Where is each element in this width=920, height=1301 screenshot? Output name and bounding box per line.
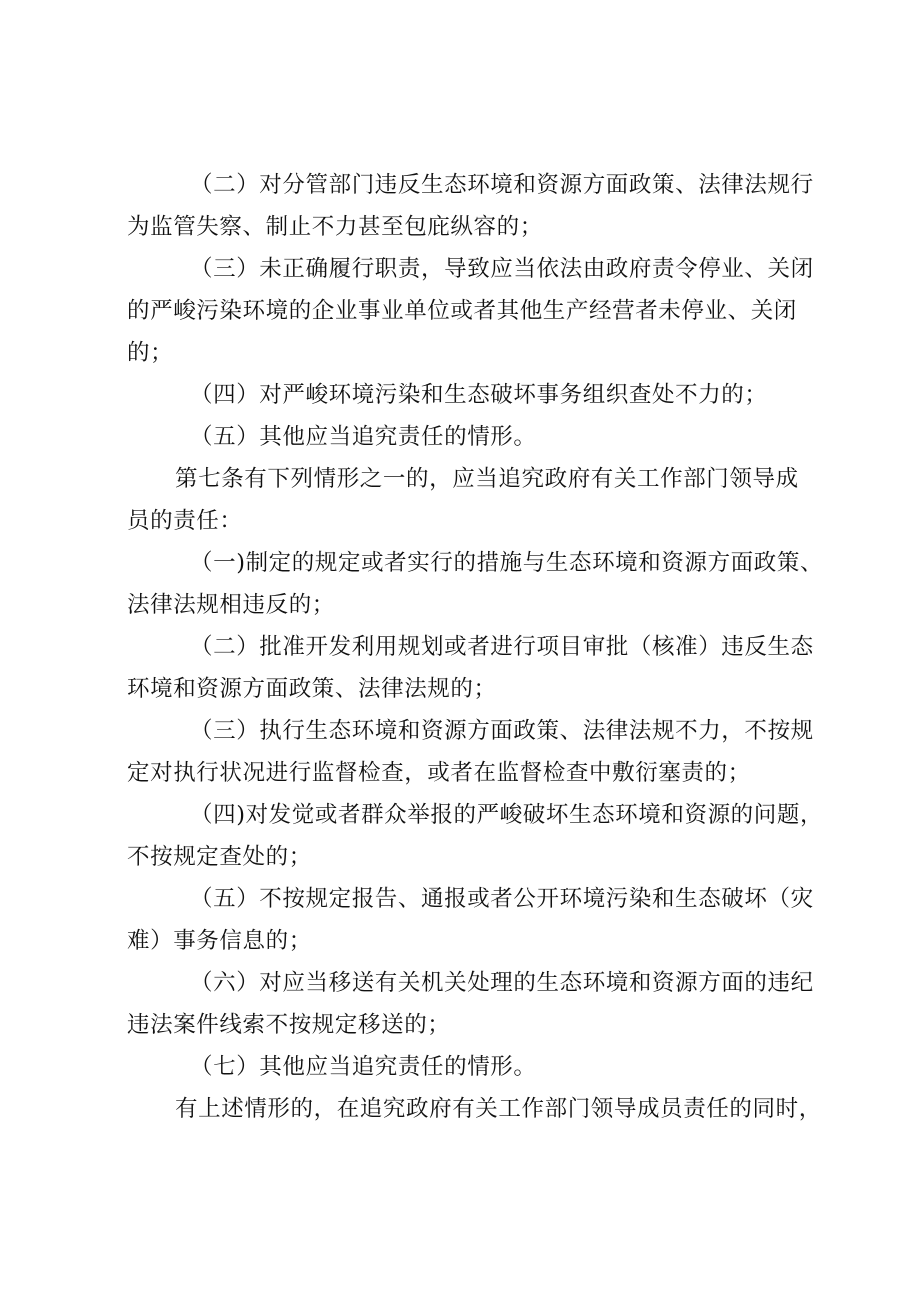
text-line: 法律法规相违反的； [127,592,335,618]
text-line: （七）其他应当追究责任的情形。 [190,1054,537,1080]
text-line: （三）未正确履行职责，导致应当依法由政府责令停业、关闭 [190,256,814,282]
text-line: 有上述情形的，在追究政府有关工作部门领导成员责任的同时， [175,1096,822,1122]
text-line: 违法案件线索不按规定移送的； [127,1012,451,1038]
text-line: （五）不按规定报告、通报或者公开环境污染和生态破坏（灾 [190,886,814,912]
text-line: （四)对发觉或者群众举报的严峻破坏生态环境和资源的问题， [190,802,824,828]
article-heading-line: 第七条有下列情形之一的，应当追究政府有关工作部门领导成 [175,466,799,492]
text-line: （六）对应当移送有关机关处理的生态环境和资源方面的违纪 [190,970,814,996]
text-line: 的严峻污染环境的企业事业单位或者其他生产经营者未停业、关闭 [127,298,797,324]
text-line: 难）事务信息的； [127,928,312,954]
text-line: （二）批准开发利用规划或者进行项目审批（核准）违反生态 [190,634,814,660]
text-line: 不按规定查处的； [127,844,312,870]
text-line: 定对执行状况进行监督检查，或者在监督检查中敷衍塞责的； [127,760,751,786]
text-line: （三）执行生态环境和资源方面政策、法律法规不力，不按规 [190,718,814,744]
text-line: （一)制定的规定或者实行的措施与生态环境和资源方面政策、 [190,550,824,576]
text-line: 员的责任： [127,508,243,534]
text-line: 为监管失察、制止不力甚至包庇纵容的； [127,214,543,240]
text-line: 的； [127,340,174,366]
text-line: （二）对分管部门违反生态环境和资源方面政策、法律法规行 [190,172,814,198]
text-line: （五）其他应当追究责任的情形。 [190,424,537,450]
text-line: （四）对严峻环境污染和生态破坏事务组织查处不力的； [190,382,768,408]
text-line: 环境和资源方面政策、法律法规的； [127,676,497,702]
